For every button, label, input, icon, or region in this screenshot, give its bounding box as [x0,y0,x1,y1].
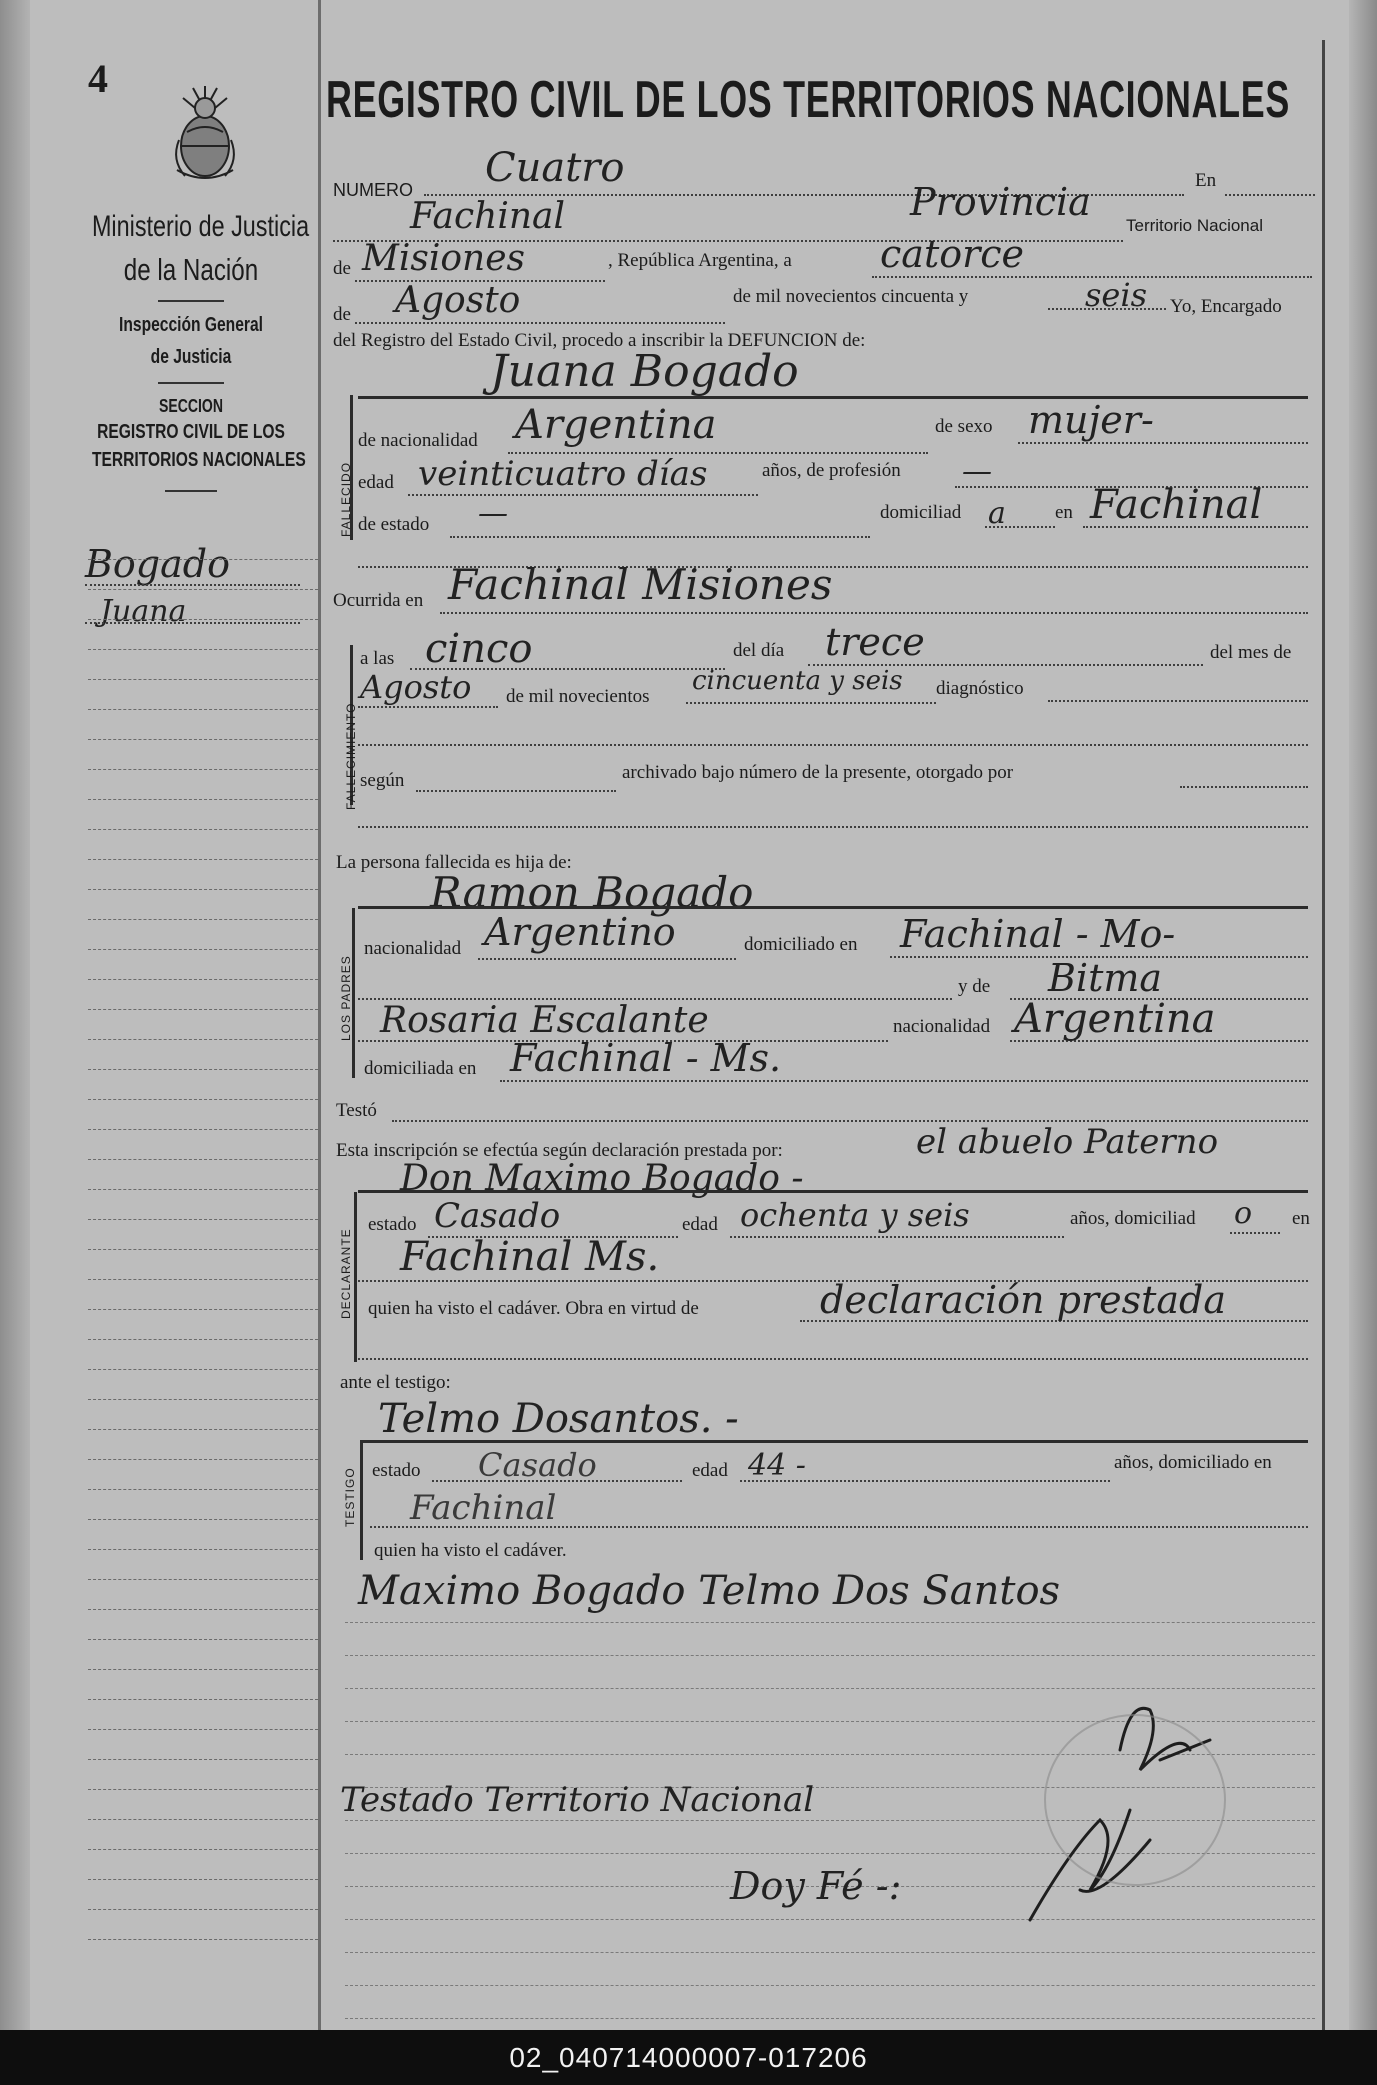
ocurrida-value: Fachinal Misiones [448,560,833,609]
domiciliada-label: domiciliada en [364,1058,477,1079]
section-name-line1: REGISTRO CIVIL DE LOS [97,421,285,443]
domicilio-value: Fachinal [1090,482,1263,528]
numero-value: Cuatro [485,145,625,191]
rule [358,744,1308,746]
de2-label: de [333,304,351,325]
rule [358,396,1308,399]
padres-intro-label: La persona fallecida es hija de: [336,852,572,873]
segun-label: según [360,770,405,791]
document-id: 02_040714000007-017206 [509,2042,868,2073]
page-binding-edge [0,0,30,2030]
padre-name: Ramon Bogado [430,868,754,917]
mes-value: Agosto [360,668,472,706]
section-label-fallecimiento: FALLECIMIENTO [344,702,358,810]
provincia-value: Provincia [910,180,1091,224]
form-right-border [1322,40,1325,2030]
rule [686,702,936,704]
form-title: REGISTRO CIVIL DE LOS TERRITORIOS NACIONALES [326,71,1290,129]
declarante-estado-label: estado [368,1214,417,1235]
territorio-label: Territorio Nacional [1126,216,1263,235]
rule [358,706,498,708]
nacionalidad-value: Argentina [515,402,717,448]
rule [358,826,1308,828]
rule [408,494,758,496]
rule [985,526,1055,528]
declarante-name: Don Maximo Bogado - [400,1158,804,1199]
mes-label: del mes de [1210,642,1292,663]
profesion-value: — [962,454,992,489]
madre-name-part1: Bitma [1048,956,1163,1000]
page-right-edge [1349,0,1377,2030]
testigo-estado-value: Casado [478,1446,597,1484]
section-bracket [360,1442,363,1560]
en-label: En [1195,170,1217,191]
rule [358,1358,1308,1360]
divider [158,382,224,384]
domiciliado-label: domiciliado en [744,934,858,955]
diagnostico-label: diagnóstico [936,678,1024,699]
declarante-anos-label: años, domiciliad [1070,1208,1196,1229]
rule [1048,700,1308,702]
declarante-edad-value: ochenta y seis [740,1196,970,1234]
inspection-line2: de Justicia [150,346,232,368]
mil-label: de mil novecientos [506,686,650,707]
rule [360,1440,1308,1443]
dia-label: del día [733,640,785,661]
rule [1180,786,1308,788]
rule [478,958,736,960]
encargado-label: Yo, Encargado [1170,296,1282,317]
sexo-value: mujer- [1028,398,1154,442]
madre-name-part2: Rosaria Escalante [380,1000,709,1041]
sexo-label: de sexo [935,416,993,437]
madre-domicilio-value: Fachinal - Ms. [510,1036,782,1080]
section-label-testigo: TESTIGO [343,1467,357,1527]
testigo-edad-label: edad [692,1460,728,1481]
estado-value: — [478,496,508,531]
edad-value: veinticuatro días [418,454,708,494]
year-label: de mil novecientos cincuenta y [733,286,969,307]
margin-ruled-lines [88,530,318,1940]
testigo-name: Telmo Dosantos. - [378,1396,739,1442]
inspection-line1: Inspección General [119,314,263,336]
testado-note: Testado Territorio Nacional [340,1780,815,1820]
alas-label: a las [360,648,395,669]
rule [730,1236,1064,1238]
padre-nacionalidad-value: Argentino [484,910,676,954]
rule [358,906,1308,909]
ministry-name-line1: Ministerio de Justicia [91,210,310,243]
section-name-line2: TERRITORIOS NACIONALES [91,449,306,471]
rule [440,612,1308,614]
deceased-name: Juana Bogado [490,346,799,397]
section-label-padres: LOS PADRES [339,955,353,1041]
testigo-anos-label: años, domiciliado en [1114,1452,1272,1473]
testigo-ante-label: ante el testigo: [340,1372,451,1393]
year-value: seis [1085,276,1148,314]
rule [500,1080,1308,1082]
declarante-estado-value: Casado [434,1196,561,1236]
place-value: Fachinal [410,196,566,237]
testo-label: Testó [336,1100,377,1121]
official-signature-icon [1010,1690,1260,1940]
archivado-label: archivado bajo número de la presente, otorgado por [622,762,1014,783]
nacionalidad-label: de nacionalidad [358,430,478,451]
hora-value: cinco [425,626,533,672]
rule [355,322,725,324]
declarante-visto-label: quien ha visto el cadáver. Obra en virtud de [368,1298,699,1319]
document-id-bar [0,2030,1377,2085]
declarante-domiciliad-suffix: o [1234,1196,1253,1231]
numero-label: NUMERO [333,180,413,200]
margin-given-name: Juana [100,594,187,629]
declarante-relacion-value: el abuelo Paterno [916,1122,1219,1162]
dia-value: trece [825,620,925,664]
estado-label: de estado [358,514,430,535]
divider [165,490,217,492]
testigo-edad-value: 44 - [748,1448,806,1483]
section-label: SECCION [159,396,223,416]
rule [1225,194,1315,196]
rule [416,790,616,792]
en-label: en [1055,502,1073,523]
domiciliad-label: domiciliad [880,502,962,523]
testigo-domicilio-value: Fachinal [410,1488,557,1528]
page-number: 4 [88,56,108,101]
declarante-edad-label: edad [682,1214,718,1235]
declarante-domicilio-value: Fachinal Ms. [400,1234,660,1280]
coat-of-arms-icon [165,80,245,188]
registro-label: del Registro del Estado Civil, procedo a inscribir la DEFUNCION de: [333,330,866,351]
padre-domicilio-value: Fachinal - Mo- [900,912,1176,956]
declarante-intro-label: Esta inscripción se efectúa según declaración prestada por: [336,1140,783,1161]
ocurrida-label: Ocurrida en [333,590,424,611]
day-value: catorce [880,232,1025,276]
signatures: Maximo Bogado Telmo Dos Santos [358,1568,1061,1614]
domiciliad-suffix: a [988,496,1006,531]
rule [450,536,870,538]
rule [358,1190,1308,1193]
edad-label: edad [358,472,394,493]
madre-nacionalidad-value: Argentina [1014,996,1216,1042]
margin-surname: Bogado [85,542,230,586]
section-bracket [354,1192,357,1362]
territory-value: Misiones [362,238,526,279]
testigo-visto-label: quien ha visto el cadáver. [374,1540,567,1561]
republica-label: , República Argentina, a [608,250,792,271]
margin-divider [318,0,321,2030]
de-label: de [333,258,351,279]
divider [158,300,224,302]
yde-label: y de [958,976,991,997]
ministry-name-line2: de la Nación [123,252,259,287]
madre-nacionalidad-label: nacionalidad [893,1016,991,1037]
rule [1018,442,1308,444]
rule [1230,1232,1280,1234]
anos-label: años, de profesión [762,460,901,481]
rule [370,1526,1308,1528]
doy-fe-note: Doy Fé -: [730,1864,902,1908]
section-label-fallecido: FALLECIDO [339,461,353,537]
padre-nacionalidad-label: nacionalidad [364,938,462,959]
section-label-declarante: DECLARANTE [339,1228,353,1319]
declarante-en-label: en [1292,1208,1310,1229]
testigo-estado-label: estado [372,1460,421,1481]
declarante-virtud-value: declaración prestada [820,1278,1226,1322]
month-value: Agosto [395,280,521,321]
anio-value: cincuenta y seis [692,666,903,696]
